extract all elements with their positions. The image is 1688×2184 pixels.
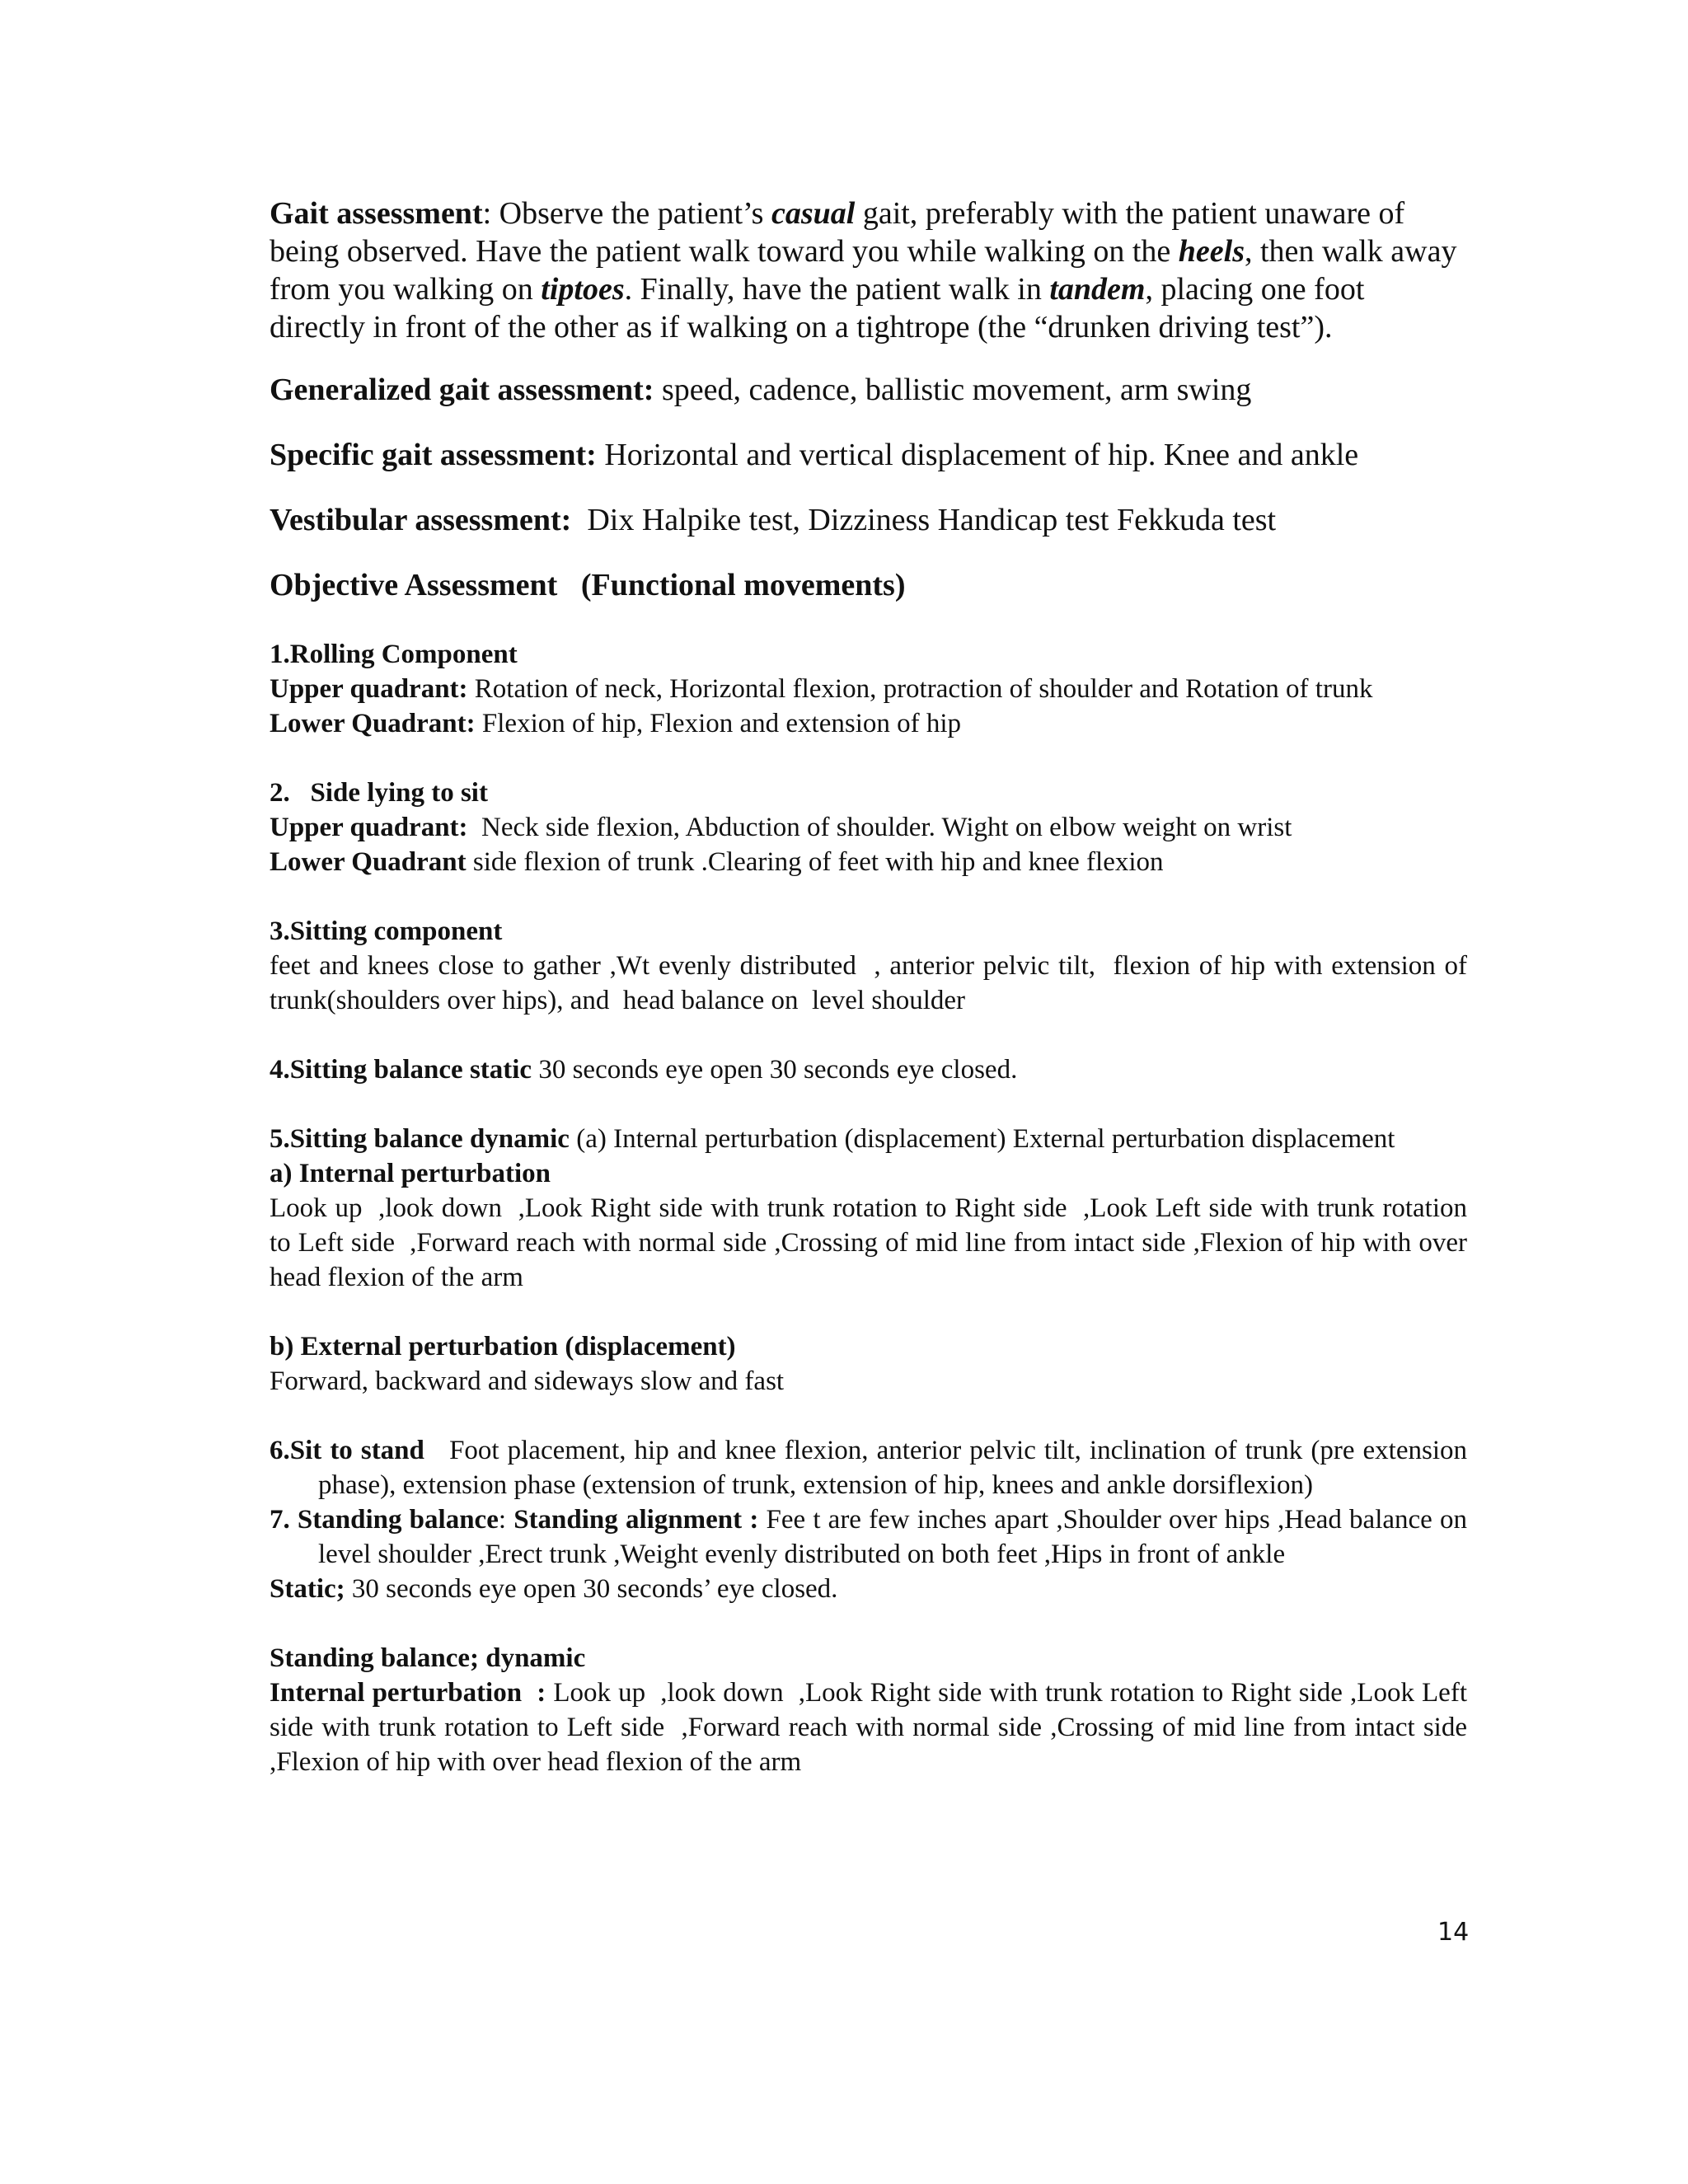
external-perturbation-paragraph: Forward, backward and sideways slow and fast bbox=[270, 1366, 785, 1396]
sidelying-upper-paragraph bbox=[270, 810, 1467, 845]
standing-internal-label: Internal perturbation : bbox=[270, 1678, 546, 1708]
static-sitting-paragraph bbox=[270, 1052, 1467, 1087]
gait-assessment-paragraph bbox=[270, 194, 1467, 346]
gait-text-2: gait, preferably with the patient unaware of being observed. Have the patient walk toward you while walking on the bbox=[270, 196, 1405, 269]
gait-emphasis-heels: heels bbox=[1178, 234, 1245, 269]
standing-balance-paragraph bbox=[270, 1502, 1467, 1572]
vestibular-text: Dix Halpike test, Dizziness Handicap test Fekkuda test bbox=[571, 503, 1277, 537]
specific-gait-label: Specific gait assessment: bbox=[270, 438, 597, 472]
standing-dynamic-title bbox=[270, 1641, 1467, 1675]
document-page bbox=[270, 194, 1475, 1779]
internal-perturbation-title-text: a) Internal perturbation bbox=[270, 1159, 551, 1188]
sit-to-stand-label: 6.Sit to stand bbox=[270, 1436, 424, 1465]
rolling-title-text: 1.Rolling Component bbox=[270, 640, 518, 669]
objective-heading-text: Objective Assessment (Functional movements) bbox=[270, 568, 906, 602]
gait-text-5: , placing one foot directly in front of the other as if walking on a tightrope (the “drunken driving test”). bbox=[270, 272, 1365, 344]
standing-dynamic-title-text: Standing balance; dynamic bbox=[270, 1643, 586, 1673]
sitting-title bbox=[270, 914, 1467, 949]
sit-to-stand-text: Foot placement, hip and knee flexion, anterior pelvic tilt, inclination of trunk (pre extension phase), extension phase (extension of trunk, extension of hip, knees and ankle dorsiflexion) bbox=[318, 1436, 1475, 1500]
vestibular-paragraph bbox=[270, 501, 1467, 539]
rolling-upper-paragraph bbox=[270, 672, 1467, 706]
rolling-upper-text: Rotation of neck, Horizontal flexion, protraction of shoulder and Rotation of trunk bbox=[467, 674, 1373, 704]
objective-assessment-heading bbox=[270, 566, 1467, 604]
internal-perturbation-paragraph: Look up ,look down ,Look Right side with trunk rotation to Right side ,Look Left side with trunk rotation to Left side ,Forward reach with normal side ,Crossing of mid line from intact side ,Flexion of hip with over head flexion of the arm bbox=[270, 1193, 1475, 1292]
rolling-title bbox=[270, 637, 1467, 672]
standing-static-paragraph bbox=[270, 1572, 1467, 1606]
specific-gait-paragraph bbox=[270, 436, 1467, 474]
gait-emphasis-casual: casual bbox=[771, 196, 856, 231]
vestibular-label: Vestibular assessment: bbox=[270, 503, 572, 537]
gait-emphasis-tandem: tandem bbox=[1049, 272, 1146, 307]
standing-balance-label: 7. Standing balance bbox=[270, 1505, 499, 1535]
gait-assessment-label: Gait assessment bbox=[270, 196, 483, 231]
generalized-gait-text: speed, cadence, ballistic movement, arm swing bbox=[654, 373, 1252, 407]
sidelying-lower-paragraph bbox=[270, 845, 1467, 879]
gait-text-3: , then walk away from you walking on bbox=[270, 234, 1457, 307]
static-sitting-label: 4.Sitting balance static bbox=[270, 1055, 532, 1085]
standing-internal-paragraph bbox=[270, 1675, 1475, 1779]
gait-text-4: . Finally, have the patient walk in bbox=[624, 272, 1050, 307]
external-perturbation-title bbox=[270, 1329, 1467, 1364]
dynamic-sitting-paragraph bbox=[270, 1122, 1467, 1156]
page-number: 14 bbox=[1437, 1918, 1470, 1947]
standing-alignment-text: Fee t are few inches apart ,Shoulder over hips ,Head balance on level shoulder ,Erect trunk ,Weight evenly distributed on both feet ,Hips in front of ankle bbox=[318, 1505, 1467, 1569]
static-sitting-text: 30 seconds eye open 30 seconds eye closed. bbox=[532, 1055, 1018, 1085]
generalized-gait-label: Generalized gait assessment: bbox=[270, 373, 654, 407]
rolling-lower-text: Flexion of hip, Flexion and extension of hip bbox=[475, 709, 962, 738]
rolling-upper-label: Upper quadrant: bbox=[270, 674, 468, 704]
gait-emphasis-tiptoes: tiptoes bbox=[541, 272, 625, 307]
sidelying-title-text: 2. Side lying to sit bbox=[270, 778, 488, 808]
gait-text-1: : Observe the patient’s bbox=[482, 196, 771, 231]
external-perturbation-title-text: b) External perturbation (displacement) bbox=[270, 1332, 736, 1361]
sidelying-lower-label: Lower Quadrant bbox=[270, 847, 467, 877]
dynamic-sitting-label: 5.Sitting balance dynamic bbox=[270, 1124, 570, 1154]
sitting-title-text: 3.Sitting component bbox=[270, 916, 503, 946]
internal-perturbation-title bbox=[270, 1156, 1467, 1191]
sidelying-upper-text: Neck side flexion, Abduction of shoulder. Wight on elbow weight on wrist bbox=[467, 813, 1292, 842]
sitting-paragraph: feet and knees close to gather ,Wt evenly distributed , anterior pelvic tilt, flexion of hip with extension of trunk(shoulders over hips), and head balance on level shoulder bbox=[270, 951, 1475, 1015]
standing-static-text: 30 seconds eye open 30 seconds’ eye closed. bbox=[345, 1574, 838, 1604]
specific-gait-text: Horizontal and vertical displacement of hip. Knee and ankle bbox=[596, 438, 1359, 472]
sidelying-title bbox=[270, 776, 1467, 810]
sidelying-lower-text: side flexion of trunk .Clearing of feet with hip and knee flexion bbox=[466, 847, 1164, 877]
generalized-gait-paragraph bbox=[270, 371, 1467, 409]
sidelying-upper-label: Upper quadrant: bbox=[270, 813, 468, 842]
standing-static-label: Static; bbox=[270, 1574, 345, 1604]
standing-alignment-label: Standing alignment : bbox=[513, 1505, 759, 1535]
rolling-lower-label: Lower Quadrant: bbox=[270, 709, 476, 738]
standing-balance-separator: : bbox=[498, 1505, 514, 1535]
standing-internal-text: Look up ,look down ,Look Right side with trunk rotation to Right side ,Look Left side with trunk rotation to Left side ,Forward reach with normal side ,Crossing of mid line from intact side ,Flexion of hip with over head flexion of the arm bbox=[270, 1678, 1475, 1777]
dynamic-sitting-text: (a) Internal perturbation (displacement) External perturbation displacement bbox=[569, 1124, 1395, 1154]
sit-to-stand-paragraph bbox=[270, 1433, 1475, 1502]
rolling-lower-paragraph bbox=[270, 706, 1467, 741]
